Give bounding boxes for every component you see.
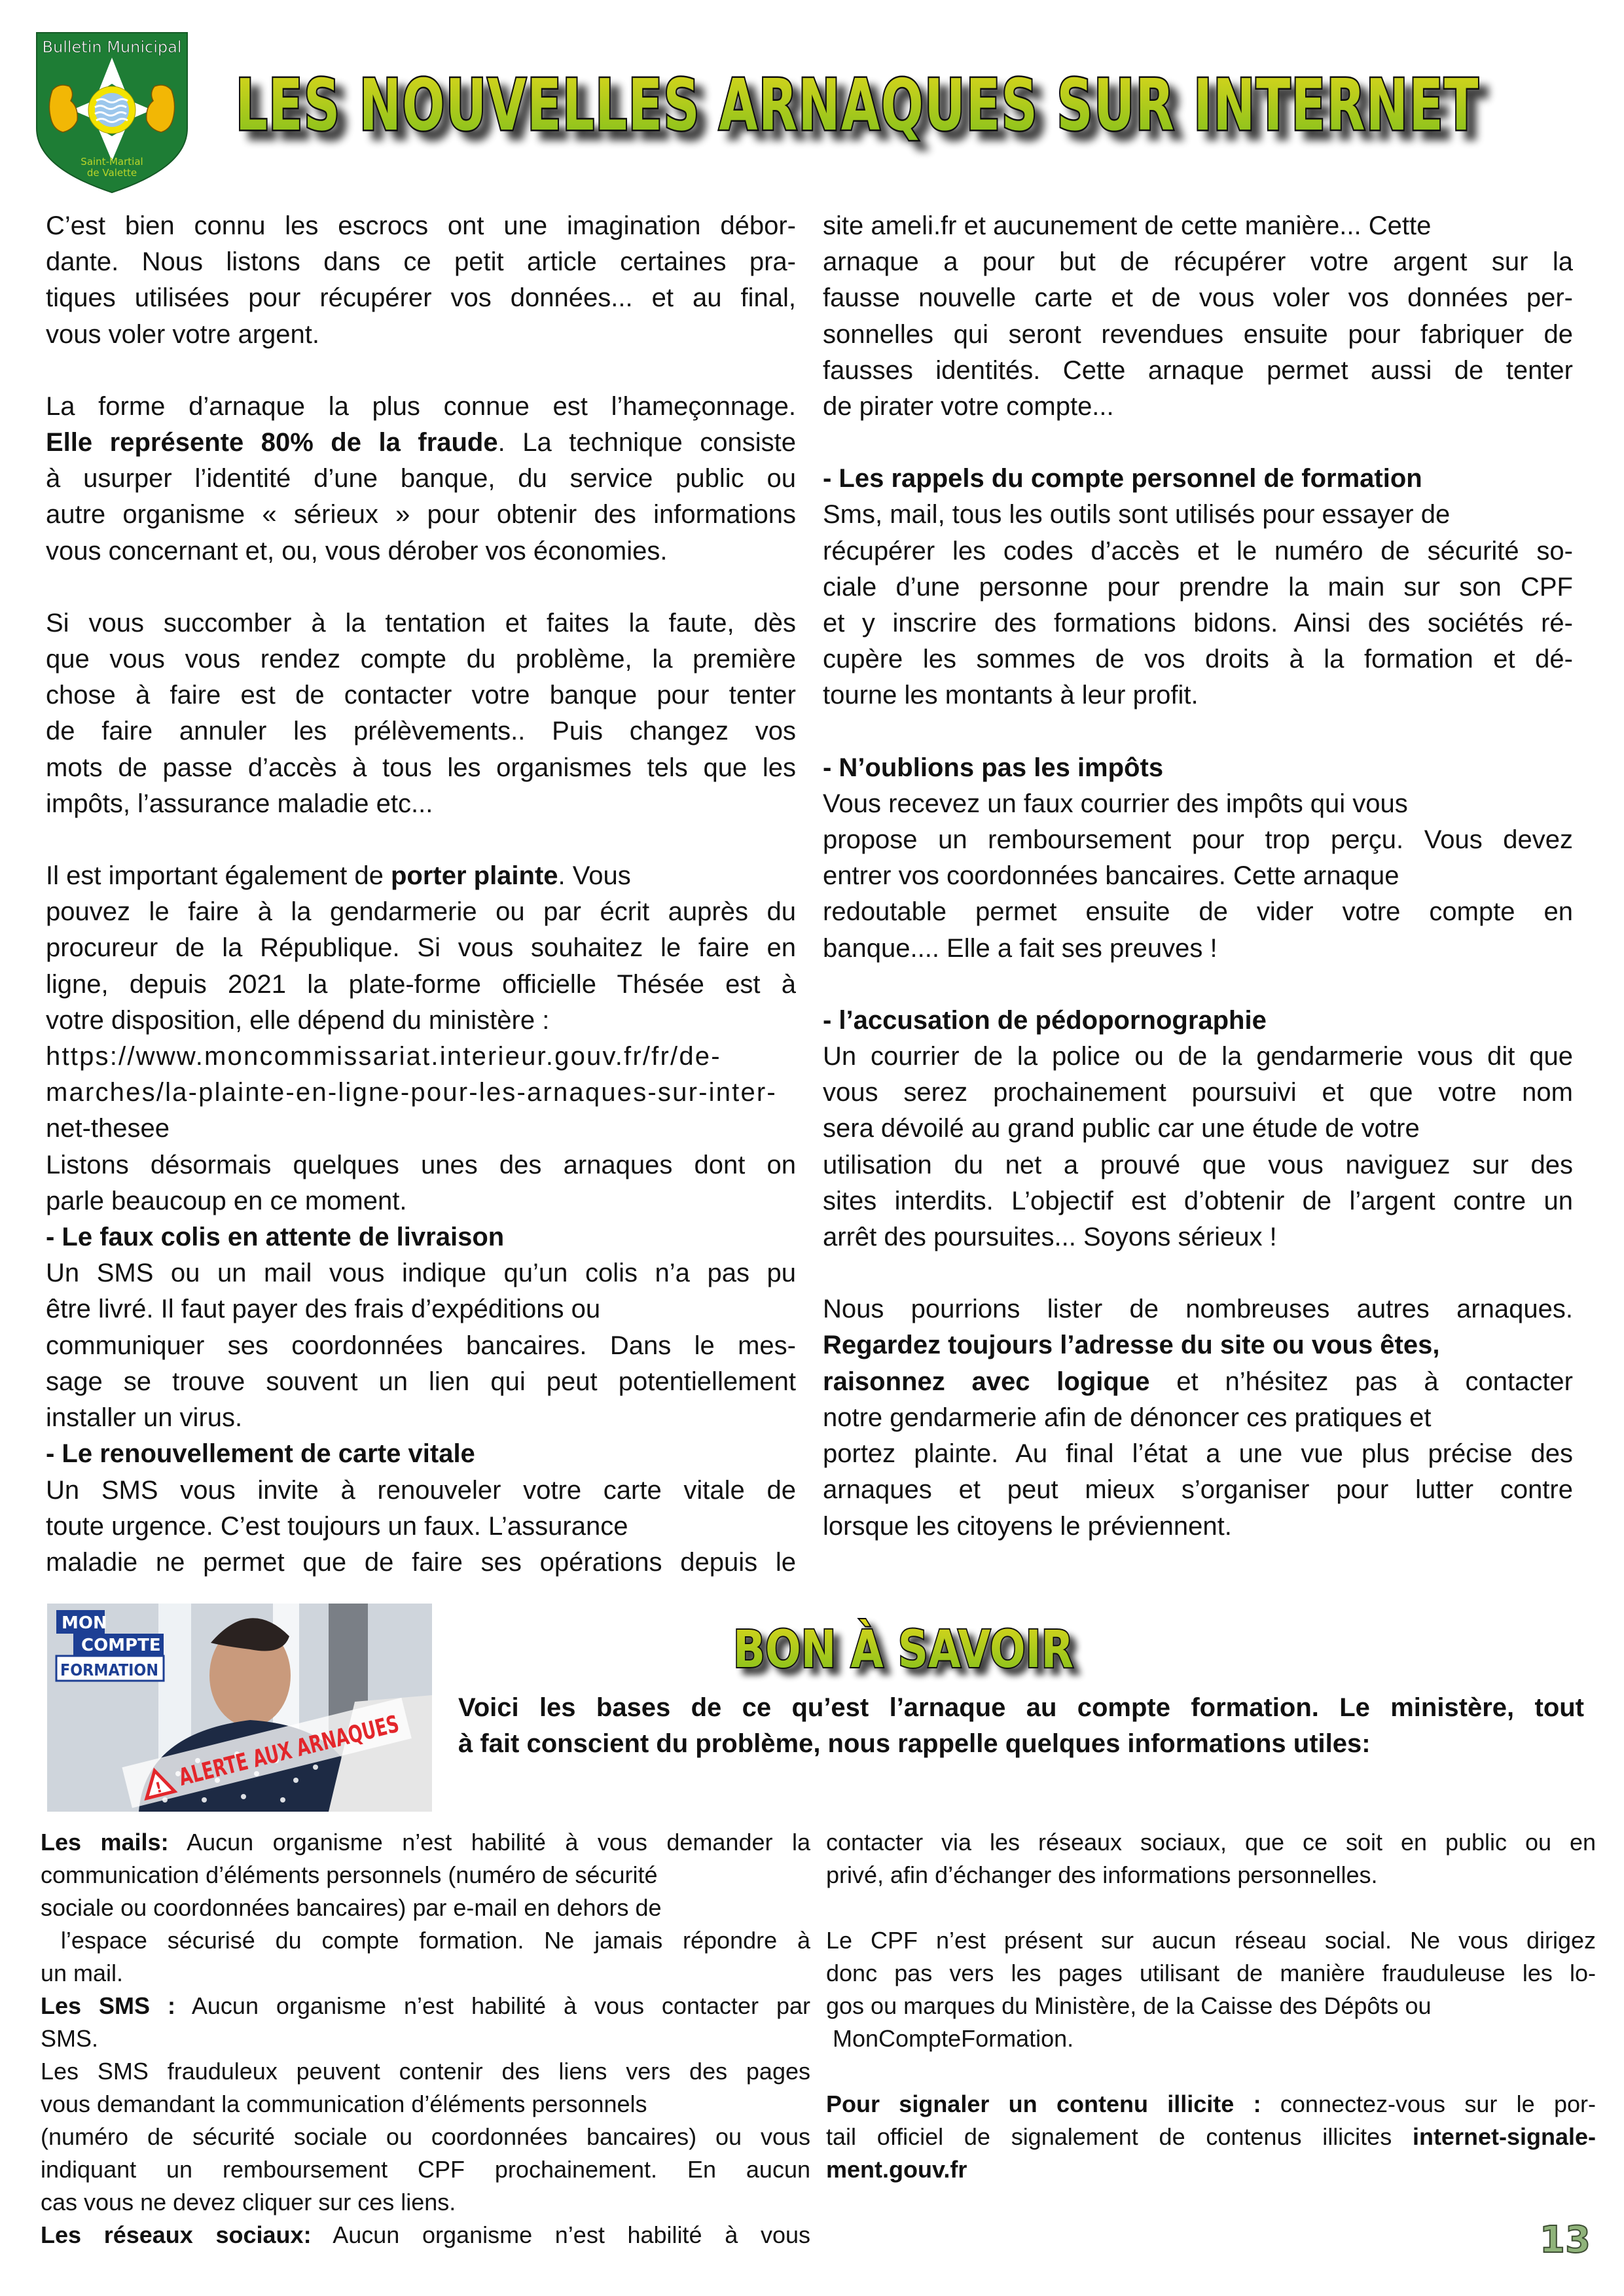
text-line: un mail. — [41, 1960, 124, 1986]
woman-at-laptop-illustration — [47, 1604, 490, 1812]
text-line: sage se trouve souvent un lien qui peut potentiellement — [46, 1367, 796, 1396]
section-impots — [823, 750, 1573, 967]
text-line: (numéro de sécurité sociale ou coordonnées bancaires) ou vous — [41, 2123, 810, 2150]
text-line: arnaques et peut mieux s’organiser pour lutter contre — [823, 1475, 1573, 1505]
text-line: cupère les sommes de vos droits à la formation et dé- — [823, 645, 1573, 674]
text-span: Aucun organisme n’est habilité à vous contacter par — [175, 1992, 810, 2019]
text-line: de pirater votre compte... — [823, 392, 1114, 422]
text-line: chose à faire est de contacter votre banque pour tenter — [46, 681, 796, 710]
text-line: notre gendarmerie afin de dénoncer ces pratiques et — [823, 1403, 1432, 1432]
text-line: Sms, mail, tous les outils sont utilisés pour essayer de — [823, 500, 1451, 529]
text-line: communication d’éléments personnels (numéro de sécurité — [41, 1861, 658, 1888]
text-line: Listons désormais quelques unes des arnaques dont on — [46, 1150, 796, 1179]
text-line: Nous pourrions lister de nombreuses autres arnaques. — [823, 1295, 1573, 1324]
text-line: SMS. — [41, 2025, 99, 2052]
bon-a-savoir-heading — [720, 1607, 1147, 1685]
text-line: propose un remboursement pour trop perçu. Vous devez — [823, 825, 1573, 855]
bon-a-savoir-intro — [458, 1690, 1584, 1762]
emphasis: porter plainte — [390, 861, 558, 891]
text-line: Vous recevez un faux courrier des impôts qui vous — [823, 789, 1408, 818]
text-line: Les SMS frauduleux peuvent contenir des liens vers des pages — [41, 2058, 810, 2085]
text-line: Un SMS ou un mail vous indique qu’un colis n’a pas pu — [46, 1259, 796, 1288]
text-line: contacter via les réseaux sociaux, que ce soit en public ou en — [826, 1829, 1596, 1856]
text-line: que vous vous rendez compte du problème, la première — [46, 645, 796, 674]
text-line: à fait conscient du problème, nous rappelle quelques informations utiles: — [458, 1729, 1371, 1758]
text-line: gos ou marques du Ministère, de la Caisse des Dépôts ou — [826, 1992, 1432, 2019]
article-right-column — [823, 208, 1573, 1545]
complaint-paragraph — [46, 858, 796, 1219]
text-line: impôts, l’assurance maladie etc... — [46, 789, 433, 818]
cpf-alert-photo — [47, 1604, 490, 1812]
advice-paragraph — [46, 605, 796, 822]
text-line: C’est bien connu les escrocs ont une imagination débor- — [46, 211, 796, 240]
text-span: et n’hésitez pas à contacter — [1149, 1367, 1573, 1396]
text-line: privé, afin d’échanger des informations personnelles. — [826, 1861, 1378, 1888]
text-line: sociale ou coordonnées bancaires) par e-mail en dehors de — [41, 1894, 662, 1921]
text-line: arnaque a pour but de récupérer votre argent sur la — [823, 247, 1573, 277]
conclusion-paragraph — [823, 1291, 1573, 1544]
text-line: lorsque les citoyens le préviennent. — [823, 1511, 1232, 1541]
text-line: redoutable permet ensuite de vider votre compte en — [823, 897, 1573, 927]
emphasis: raisonnez avec logique — [823, 1367, 1150, 1396]
phishing-paragraph — [46, 389, 796, 569]
section-cpf — [823, 461, 1573, 713]
text-line: arrêt des poursuites... Soyons sérieux ! — [823, 1223, 1277, 1252]
text-line: récupérer les codes d’accès et le numéro de sécurité so- — [823, 536, 1573, 565]
text-line: Le CPF n’est présent sur aucun réseau social. Ne vous dirigez — [826, 1927, 1596, 1954]
tip-label-social: Les réseaux sociaux: — [41, 2221, 312, 2248]
text-line: ligne, depuis 2021 la plate-forme officielle Thésée est à — [46, 969, 796, 999]
title-text: LES NOUVELLES ARNAQUES SUR INTERNET — [236, 65, 1479, 147]
thesee-link[interactable]: marches/la-plainte-en-ligne-pour-les-arnaques-sur-inter- — [46, 1078, 777, 1107]
text-span: Aucun organisme n’est habilité à vous demander la — [168, 1829, 810, 1856]
text-line: procureur de la République. Si vous souhaitez le faire en — [46, 933, 796, 963]
text-line: Si vous succomber à la tentation et faites la faute, dès — [46, 608, 796, 637]
crest-town-2: de Valette — [86, 167, 137, 179]
mcf-logo-2: COMPTE — [81, 1636, 161, 1655]
text-line: installer un virus. — [46, 1403, 243, 1433]
text-line: Un SMS vous invite à renouveler votre carte vitale de — [46, 1475, 796, 1505]
text-line: site ameli.fr et aucunement de cette manière... Cette — [823, 211, 1432, 240]
text-line: vous voler votre argent. — [46, 319, 319, 349]
text-line: de faire annuler les prélèvements.. Puis changez vos — [46, 717, 796, 746]
mcf-logo-1: MON — [62, 1613, 107, 1633]
text-line: l’espace sécurisé du compte formation. Ne jamais répondre à — [41, 1927, 810, 1954]
text-line: vous serez prochainement poursuivi et que votre nom — [823, 1078, 1573, 1107]
page-title — [236, 52, 1519, 151]
section-heading: - Le faux colis en attente de livraison — [46, 1223, 505, 1252]
text-line: être livré. Il faut payer des frais d’expéditions ou — [46, 1295, 601, 1324]
text-line: autre organisme « sérieux » pour obtenir des informations — [46, 500, 796, 529]
text-line: tiques utilisées pour récupérer vos données... et au final, — [46, 283, 796, 313]
text-line: La forme d’arnaque la plus connue est l’hameçonnage. — [46, 391, 796, 421]
text-line: pouvez le faire à la gendarmerie ou par écrit auprès du — [46, 897, 796, 927]
phishing-stat: Elle représente 80% de la fraude — [46, 428, 498, 457]
alert-banner-text: ALERTE AUX ARNAQUES — [176, 1689, 490, 1792]
intro-paragraph — [46, 208, 796, 353]
text-line: vous demandant la communication d’éléments personnels — [41, 2090, 647, 2117]
svg-text:!: ! — [153, 1779, 164, 1797]
article-left-column — [46, 208, 796, 1581]
text-span: Il est important également de — [46, 861, 391, 891]
text-line: MonCompteFormation. — [826, 2025, 1074, 2052]
vitale-continued — [823, 208, 1573, 425]
text-line: tourne les montants à leur profit. — [823, 681, 1199, 710]
crest-title: Bulletin Municipal — [42, 38, 182, 56]
text-line: indiquant un remboursement CPF prochainement. En aucun — [41, 2156, 810, 2183]
text-line: fausse nouvelle carte et de vous voler vos données per- — [823, 283, 1573, 313]
text-line: Voici les bases de ce qu’est l’arnaque au compte formation. Le ministère, tout — [458, 1693, 1584, 1722]
text-line: parle beaucoup en ce moment. — [46, 1186, 407, 1215]
text-line: communiquer ses coordonnées bancaires. Dans le mes- — [46, 1331, 796, 1360]
tips-right-column — [826, 1826, 1596, 2186]
text-line: sera dévoilé au grand public car une étude de votre — [823, 1114, 1420, 1143]
section-heading: - l’accusation de pédopornographie — [823, 1005, 1267, 1035]
mcf-logo-3: FORMATION — [60, 1660, 158, 1679]
emphasis: Regardez toujours l’adresse du site ou vous êtes, — [823, 1331, 1440, 1360]
text-span: . Vous — [558, 861, 631, 891]
text-line: entrer vos coordonnées bancaires. Cette arnaque — [823, 861, 1399, 891]
tip-label-sms: Les SMS : — [41, 1992, 175, 2019]
text-line: utilisation du net a prouvé que vous naviguez sur des — [823, 1150, 1573, 1179]
bon-a-savoir-text: BON À SAVOIR — [733, 1621, 1147, 1679]
text-line: maladie ne permet que de faire ses opérations depuis le — [46, 1547, 796, 1577]
crest-town-1: Saint-Martial — [81, 156, 143, 168]
text-line: sites interdits. L’objectif est d’obtenir de l’argent contre un — [823, 1186, 1573, 1215]
signalement-link[interactable]: ment.gouv.fr — [826, 2156, 967, 2183]
text-line: banque.... Elle a fait ses preuves ! — [823, 933, 1218, 963]
text-span: connectez-vous sur le por- — [1261, 2090, 1596, 2117]
text-line: et y inscrire des formations bidons. Ainsi des sociétés ré- — [823, 609, 1573, 638]
text-line: sonnelles qui seront revendues ensuite pour fabriquer de — [823, 319, 1573, 349]
section-heading: - N’oublions pas les impôts — [823, 753, 1164, 782]
text-line: ciale d’une personne pour prendre la main sur son CPF — [823, 572, 1573, 601]
text-line: à usurper l’identité d’une banque, du service public ou — [46, 464, 796, 493]
signalement-link[interactable]: internet-signale- — [1412, 2123, 1596, 2150]
text-line: cas vous ne devez cliquer sur ces liens. — [41, 2189, 456, 2215]
section-heading: - Les rappels du compte personnel de formation — [823, 464, 1422, 493]
text-span: tail officiel de signalement de contenus illicites — [826, 2123, 1413, 2150]
text-line: fausses identités. Cette arnaque permet aussi de tenter — [823, 355, 1573, 385]
text-line: votre disposition, elle dépend du ministère : — [46, 1005, 550, 1035]
page-number: 13 — [1540, 2219, 1591, 2261]
text-line: vous concernant et, ou, vous dérober vos économies. — [46, 536, 668, 565]
thesee-link[interactable]: net-thesee — [46, 1114, 170, 1143]
text-line: mots de passe d’accès à tous les organismes tels que les — [46, 753, 796, 782]
section-heading: - Le renouvellement de carte vitale — [46, 1439, 475, 1469]
section-pedo — [823, 1003, 1573, 1255]
municipal-crest-logo — [34, 30, 190, 194]
tip-label-mails: Les mails: — [41, 1829, 169, 1856]
text-line: donc pas vers les pages utilisant de manière frauduleuse les lo- — [826, 1960, 1596, 1986]
text-line: Un courrier de la police ou de la gendarmerie vous dit que — [823, 1042, 1573, 1071]
text-line: dante. Nous listons dans ce petit article certaines pra- — [46, 247, 796, 277]
section-vitale — [46, 1436, 796, 1581]
tips-left-column — [41, 1826, 810, 2251]
section-colis — [46, 1219, 796, 1436]
thesee-link[interactable]: https://www.moncommissariat.interieur.gouv.fr/fr/de- — [46, 1042, 721, 1071]
tip-label-signal: Pour signaler un contenu illicite : — [826, 2090, 1261, 2117]
text-span: . La technique consiste — [497, 428, 796, 457]
text-span: Aucun organisme n’est habilité à vous — [311, 2221, 811, 2248]
text-line: toute urgence. C’est toujours un faux. L’assurance — [46, 1511, 628, 1541]
text-line: portez plainte. Au final l’état a une vue plus précise des — [823, 1439, 1573, 1469]
